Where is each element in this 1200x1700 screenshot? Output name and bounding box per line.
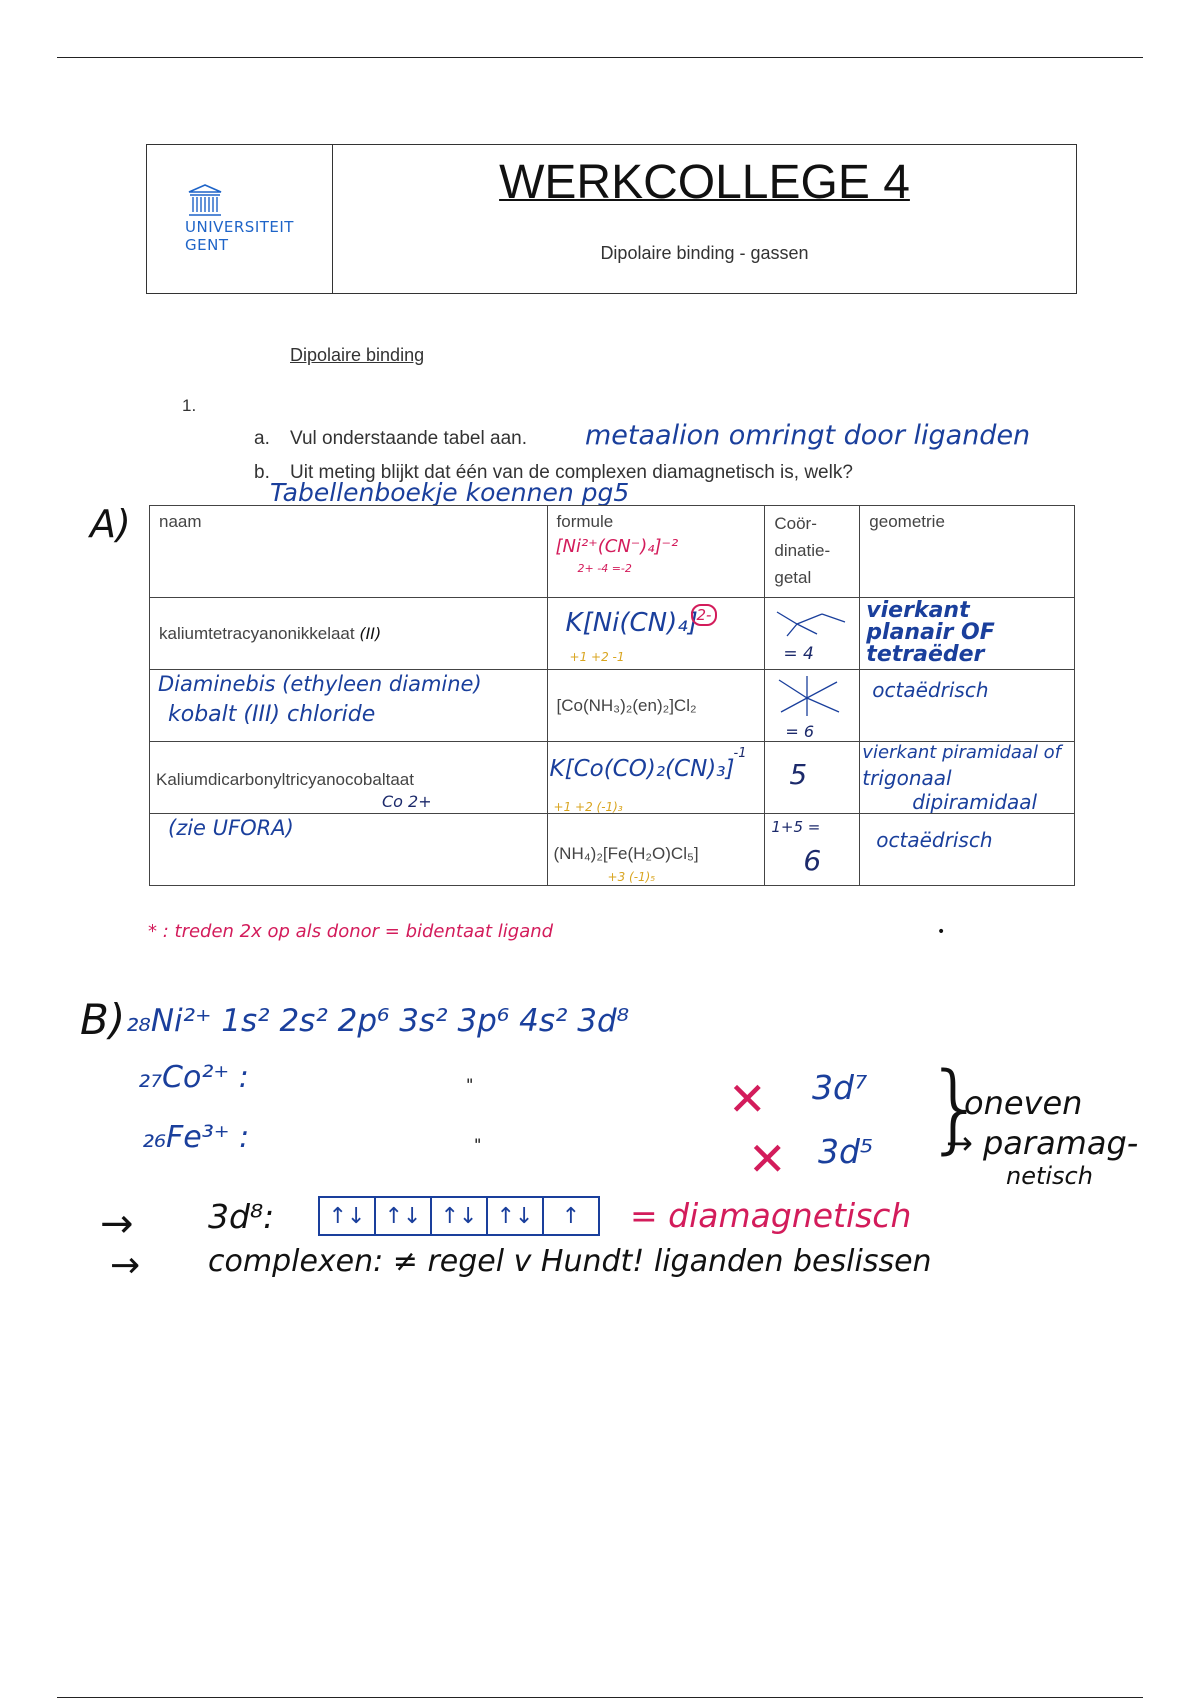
orbital-box: ↑↓ bbox=[376, 1198, 432, 1234]
row4-coord-hw1: 1+5 = bbox=[771, 818, 821, 836]
row1-naam bbox=[150, 598, 548, 670]
row3-naam-hw: Co 2+ bbox=[382, 792, 432, 811]
row4-coord-hw2: 6 bbox=[803, 844, 822, 877]
orbital-box: ↑↓ bbox=[432, 1198, 488, 1234]
row3-geometrie bbox=[860, 742, 1075, 814]
logo-line-2: GENT bbox=[185, 236, 229, 254]
row3-coord bbox=[765, 742, 860, 814]
row1-coord bbox=[765, 598, 860, 670]
row2-geometrie-hw: octaëdrisch bbox=[872, 678, 989, 702]
row4-coord bbox=[765, 814, 860, 886]
header-coordinatiegetal: Coör- dinatie- getal bbox=[765, 506, 860, 598]
fe-cross: ✕ bbox=[748, 1132, 787, 1186]
co-config: 3d⁷ bbox=[812, 1068, 868, 1107]
row4-naam bbox=[150, 814, 548, 886]
co-ditto: " bbox=[466, 1075, 474, 1094]
building-icon bbox=[187, 184, 223, 218]
row4-geometrie-hw: octaëdrisch bbox=[876, 828, 993, 852]
row4-formule-text: (NH₄)₂[Fe(H₂O)Cl₅] bbox=[553, 844, 699, 863]
table-row bbox=[150, 742, 1075, 814]
paramag-label-2: netisch bbox=[1006, 1162, 1093, 1190]
handwritten-note-a: metaalion omringt door liganden bbox=[585, 420, 1031, 451]
row1-formule-hw: K[Ni(CN)₄] bbox=[565, 608, 698, 638]
row3-formule-sub: +1 +2 (-1)₃ bbox=[553, 800, 623, 814]
bottom-rule bbox=[57, 1697, 1143, 1698]
orbital-box: ↑↓ bbox=[320, 1198, 376, 1234]
part-b-label: B) bbox=[80, 995, 126, 1044]
question-a-text: Vul onderstaande tabel aan. bbox=[290, 428, 527, 449]
odd-label: oneven bbox=[964, 1084, 1083, 1122]
row4-formule-sub: +3 (-1)₅ bbox=[607, 870, 656, 884]
co-cross: ✕ bbox=[728, 1072, 767, 1126]
brace: } bbox=[925, 1052, 987, 1164]
question-b-label: b. bbox=[254, 462, 270, 483]
row1-naam-text: kaliumtetracyanonikkelaat bbox=[159, 623, 355, 643]
row1-formule-sub: +1 +2 -1 bbox=[569, 650, 625, 664]
top-rule bbox=[57, 57, 1143, 58]
table-row bbox=[150, 598, 1075, 670]
question-a-label: a. bbox=[254, 428, 270, 449]
page-subtitle: Dipolaire binding - gassen bbox=[600, 243, 809, 263]
orbital-box: ↑↓ bbox=[488, 1198, 544, 1234]
handwritten-part-a: A) bbox=[90, 502, 131, 546]
row3-naam bbox=[150, 742, 548, 814]
co-label: ₂₇Co²⁺ : bbox=[138, 1060, 249, 1095]
diamagnetisch-label: = diamagnetisch bbox=[630, 1196, 912, 1235]
row3-geometrie-hw3: dipiramidaal bbox=[912, 790, 1038, 814]
logo-cell bbox=[147, 145, 333, 293]
arrow-2: → bbox=[110, 1245, 141, 1286]
row2-coord-hw: = 6 bbox=[785, 722, 815, 741]
section-title: Dipolaire binding bbox=[290, 345, 425, 365]
stray-dot: • bbox=[937, 924, 946, 940]
logo-line-1: UNIVERSITEIT bbox=[185, 218, 294, 236]
table-header-row bbox=[150, 506, 1075, 598]
header-formule-note: [Ni²⁺(CN⁻)₄]⁻² bbox=[555, 536, 679, 557]
row3-naam-text: Kaliumdicarbonyltricyanocobaltaat bbox=[156, 770, 414, 789]
fe-label: ₂₆Fe³⁺ : bbox=[142, 1120, 250, 1155]
question-b-text: Uit meting blijkt dat één van de complexen diamagnetisch is, welk? bbox=[290, 462, 853, 483]
header-formule-label: formule bbox=[556, 512, 614, 531]
row1-coord-sketch bbox=[767, 602, 857, 642]
row3-formule-charge: -1 bbox=[733, 746, 747, 761]
table-row bbox=[150, 814, 1075, 886]
row2-naam bbox=[150, 670, 548, 742]
row3-formule bbox=[547, 742, 765, 814]
header-naam: naam bbox=[150, 506, 548, 598]
fe-config: 3d⁵ bbox=[818, 1132, 874, 1171]
handwritten-note-b: Tabellenboekje koennen pg5 bbox=[270, 478, 630, 507]
orbital-diagram bbox=[318, 1196, 600, 1236]
row2-coord-sketch bbox=[767, 672, 857, 720]
row2-formule: [Co(NH₃)₂(en)₂]Cl₂ bbox=[547, 670, 765, 742]
complex-note: complexen: ≠ regel v Hundt! liganden beslissen bbox=[208, 1244, 932, 1279]
header-formule bbox=[547, 506, 765, 598]
row2-coord bbox=[765, 670, 860, 742]
row1-naam-hw: (II) bbox=[359, 623, 382, 643]
row4-formule bbox=[547, 814, 765, 886]
row1-formule bbox=[547, 598, 765, 670]
header-formule-sub: 2+ -4 =-2 bbox=[577, 562, 632, 575]
question-a bbox=[254, 428, 527, 450]
row2-geometrie bbox=[860, 670, 1075, 742]
orbital-box: ↑ bbox=[561, 1203, 581, 1229]
row2-naam-hw1: Diaminebis (ethyleen diamine) bbox=[158, 672, 482, 696]
row1-formule-charge: 2- bbox=[691, 604, 718, 626]
table-row bbox=[150, 670, 1075, 742]
university-logo bbox=[185, 184, 294, 254]
row4-naam-hw: (zie UFORA) bbox=[168, 816, 294, 840]
row3-geometrie-hw2: trigonaal bbox=[862, 766, 952, 790]
row1-coord-hw: = 4 bbox=[783, 644, 814, 664]
table-footnote: * : treden 2x op als donor = bidentaat ligand bbox=[148, 921, 554, 942]
row1-geometrie bbox=[860, 598, 1075, 670]
header-box bbox=[146, 144, 1077, 294]
row4-geometrie bbox=[860, 814, 1075, 886]
row2-naam-hw2: kobalt (III) chloride bbox=[168, 702, 376, 727]
ni-config: ₂₈Ni²⁺ 1s² 2s² 2p⁶ 3s² 3p⁶ 4s² 3d⁸ bbox=[126, 1003, 630, 1039]
header-geometrie: geometrie bbox=[860, 506, 1075, 598]
question-number: 1. bbox=[182, 396, 197, 415]
row3-coord-hw: 5 bbox=[789, 758, 808, 791]
d8-label: 3d⁸: bbox=[208, 1197, 275, 1236]
complex-table bbox=[149, 505, 1075, 886]
page-title: WERKCOLLEGE 4 bbox=[499, 156, 910, 209]
fe-ditto: " bbox=[474, 1135, 482, 1154]
row1-geometrie-hw: vierkant planair OF tetraëder bbox=[866, 598, 995, 667]
row3-formule-hw: K[Co(CO)₂(CN)₃] bbox=[549, 756, 735, 782]
paramag-label: → paramag- bbox=[946, 1124, 1139, 1162]
title-cell bbox=[333, 145, 1076, 293]
row3-geometrie-hw1: vierkant piramidaal of bbox=[862, 742, 1062, 763]
arrow-1: → bbox=[100, 1201, 134, 1247]
